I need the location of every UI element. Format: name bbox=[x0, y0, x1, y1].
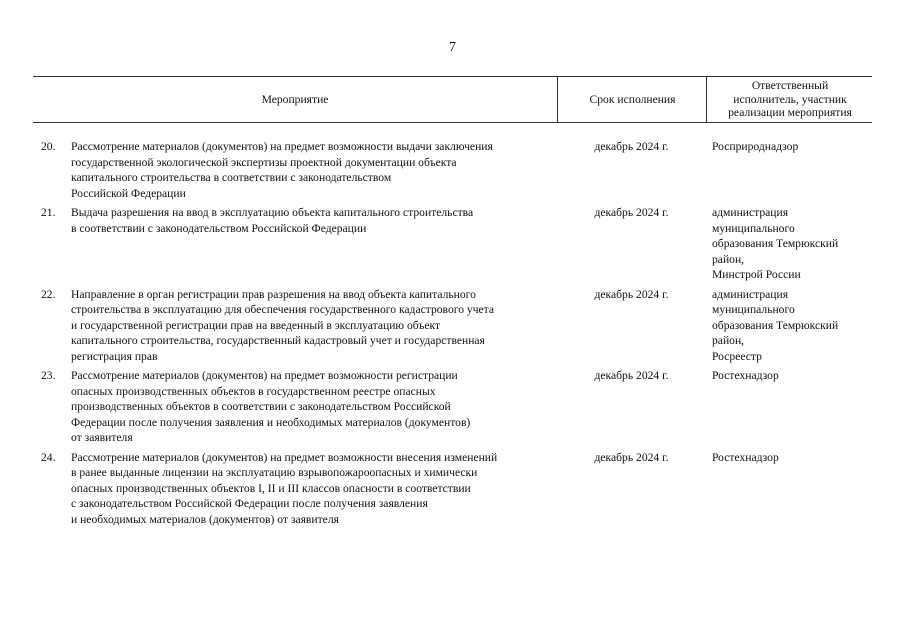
row-responsible bbox=[706, 368, 872, 446]
responsible-line: муниципального bbox=[712, 303, 795, 316]
row-responsible bbox=[706, 139, 872, 201]
event-text-line: от заявителя bbox=[71, 431, 133, 444]
row-number: 21. bbox=[41, 206, 56, 219]
row-number: 24. bbox=[41, 450, 56, 464]
responsible-line: Росприроднадзор bbox=[712, 140, 799, 153]
responsible-line: район, bbox=[712, 334, 745, 347]
page-number: 7 bbox=[449, 40, 456, 55]
event-text-line: Рассмотрение материалов (документов) на предмет возможности внесения изменений bbox=[71, 450, 498, 464]
event-text-line: регистрация прав bbox=[71, 349, 158, 363]
event-text-line: строительства в эксплуатацию для обеспечения государственного кадастрового учета bbox=[71, 303, 495, 316]
responsible-line: Ростехнадзор bbox=[712, 369, 779, 382]
row-deadline: декабрь 2024 г. bbox=[594, 206, 669, 219]
event-text-line: в ранее выданные лицензии на эксплуатацию взрывопожароопасных и химически bbox=[71, 466, 478, 479]
responsible-line: образования Темрюкский bbox=[712, 318, 839, 332]
row-deadline: декабрь 2024 г. bbox=[594, 287, 669, 301]
event-text-line: государственной экологической экспертизы проектной документации объекта bbox=[71, 155, 457, 169]
table-row bbox=[33, 450, 872, 528]
event-text-line: Федерации после получения заявления и необходимых материалов (документов) bbox=[71, 415, 471, 429]
event-text-line: Направление в орган регистрации прав разрешения на ввод объекта капитального bbox=[71, 287, 476, 301]
row-responsible bbox=[706, 205, 872, 283]
table-row bbox=[33, 368, 872, 446]
event-text-line: в соответствии с законодательством Российской Федерации bbox=[71, 221, 367, 235]
table-row bbox=[33, 139, 872, 201]
header-responsible bbox=[706, 77, 873, 122]
responsible-line: Минстрой России bbox=[712, 268, 801, 281]
row-event-text bbox=[71, 139, 557, 201]
header-responsible-line: реализации мероприятия bbox=[728, 106, 852, 120]
table-row bbox=[33, 287, 872, 365]
event-text-line: и государственной регистрации прав на введенный в эксплуатацию объект bbox=[71, 318, 441, 332]
row-number: 22. bbox=[41, 287, 56, 301]
event-text-line: Рассмотрение материалов (документов) на предмет возможности выдачи заключения bbox=[71, 140, 493, 153]
row-responsible bbox=[706, 287, 872, 365]
header-responsible-line: Ответственный bbox=[751, 79, 829, 93]
row-number: 20. bbox=[41, 140, 56, 153]
event-text-line: капитального строительства, государственный кадастровый учет и государственная bbox=[71, 334, 485, 347]
row-deadline: декабрь 2024 г. bbox=[594, 450, 669, 464]
row-number: 23. bbox=[41, 369, 56, 382]
row-responsible bbox=[706, 450, 872, 528]
event-text-line: опасных производственных объектов в государственном реестре опасных bbox=[71, 384, 436, 398]
row-deadline: декабрь 2024 г. bbox=[594, 369, 669, 382]
row-event-text bbox=[71, 368, 557, 446]
responsible-line: администрация bbox=[712, 287, 789, 301]
table-row bbox=[33, 205, 872, 283]
responsible-line: район, bbox=[712, 252, 745, 266]
header-deadline: Срок исполнения bbox=[557, 77, 707, 122]
responsible-line: Ростехнадзор bbox=[712, 450, 779, 464]
header-responsible-line: исполнитель, участник bbox=[733, 92, 847, 106]
measures-table bbox=[33, 76, 872, 531]
header-event: Мероприятие bbox=[261, 92, 329, 106]
table-header bbox=[33, 76, 872, 123]
event-text-line: с законодательством Российской Федерации после получения заявления bbox=[71, 497, 428, 510]
event-text-line: Российской Федерации bbox=[71, 186, 186, 200]
event-text-line: и необходимых материалов (документов) от заявителя bbox=[71, 512, 339, 526]
row-event-text bbox=[71, 450, 557, 528]
event-text-line: капитального строительства в соответствии с законодательством bbox=[71, 171, 392, 184]
row-event-text bbox=[71, 287, 557, 365]
table-body bbox=[33, 123, 872, 527]
row-deadline: декабрь 2024 г. bbox=[594, 140, 669, 153]
event-text-line: производственных объектов в соответствии с законодательством Российской bbox=[71, 400, 451, 413]
responsible-line: администрация bbox=[712, 206, 789, 219]
event-text-line: Рассмотрение материалов (документов) на предмет возможности регистрации bbox=[71, 369, 458, 382]
row-event-text bbox=[71, 205, 557, 283]
event-text-line: Выдача разрешения на ввод в эксплуатацию объекта капитального строительства bbox=[71, 206, 474, 219]
responsible-line: образования Темрюкский bbox=[712, 237, 839, 250]
responsible-line: Росреестр bbox=[712, 349, 762, 363]
responsible-line: муниципального bbox=[712, 221, 795, 235]
event-text-line: опасных производственных объектов I, II и III классов опасности в соответствии bbox=[71, 481, 471, 495]
